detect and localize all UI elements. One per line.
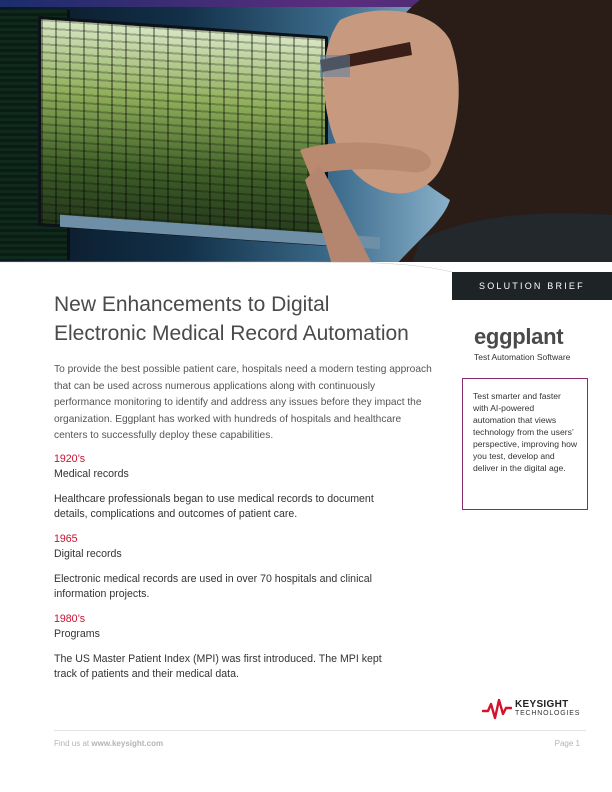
timeline — [54, 452, 404, 692]
footer-prefix: Find us at — [54, 739, 90, 748]
timeline-description: Healthcare professionals began to use medical records to document details, complications and outcomes of patient care. — [54, 493, 374, 520]
hero-photo — [0, 0, 612, 262]
timeline-item — [54, 612, 404, 682]
eggplant-tagline: Test Automation Software — [474, 352, 571, 362]
title-line-2: Electronic Medical Record Automation — [54, 322, 409, 345]
solution-brief-badge: SOLUTION BRIEF — [452, 272, 612, 300]
page-title — [54, 290, 434, 348]
keysight-logo — [482, 698, 580, 720]
woman-illustration — [300, 0, 612, 262]
title-line-1: New Enhancements to Digital — [54, 293, 330, 316]
page-number: Page 1 — [554, 739, 580, 748]
footer-find-us — [54, 739, 163, 748]
timeline-label: Digital records — [54, 548, 122, 560]
timeline-year: 1920’s — [54, 453, 86, 465]
timeline-description: The US Master Patient Index (MPI) was first introduced. The MPI kept track of patients and their medical data. — [54, 653, 382, 680]
monitor-screen — [38, 16, 328, 246]
timeline-label: Medical records — [54, 468, 129, 480]
timeline-item — [54, 532, 404, 602]
timeline-item — [54, 452, 404, 522]
keysight-sub: TECHNOLOGIES — [515, 710, 581, 717]
keysight-name: KEYSIGHT — [515, 699, 569, 710]
callout-box: Test smarter and faster with AI-powered automation that views technology from the users’ perspective, improving how you test, develop and deliver in the digital age. — [462, 378, 588, 510]
timeline-description: Electronic medical records are used in over 70 hospitals and clinical information projects. — [54, 573, 372, 600]
timeline-year: 1965 — [54, 533, 78, 545]
eggplant-brand — [474, 324, 570, 362]
timeline-year: 1980’s — [54, 613, 86, 625]
eggplant-logo: eggplant — [474, 324, 564, 349]
footer-divider — [54, 730, 586, 731]
timeline-label: Programs — [54, 628, 100, 640]
keysight-wave-icon — [482, 698, 512, 720]
footer-url-link[interactable]: www.keysight.com — [91, 739, 164, 748]
intro-paragraph: To provide the best possible patient care, hospitals need a modern testing approach that can be used across numerous applications along with continuously performance monitoring to identify and address any issues before they impact the organization. Eggplant has worked with hundreds of hospitals and healthcare centers to successfully deploy these capabilities. — [54, 364, 432, 441]
